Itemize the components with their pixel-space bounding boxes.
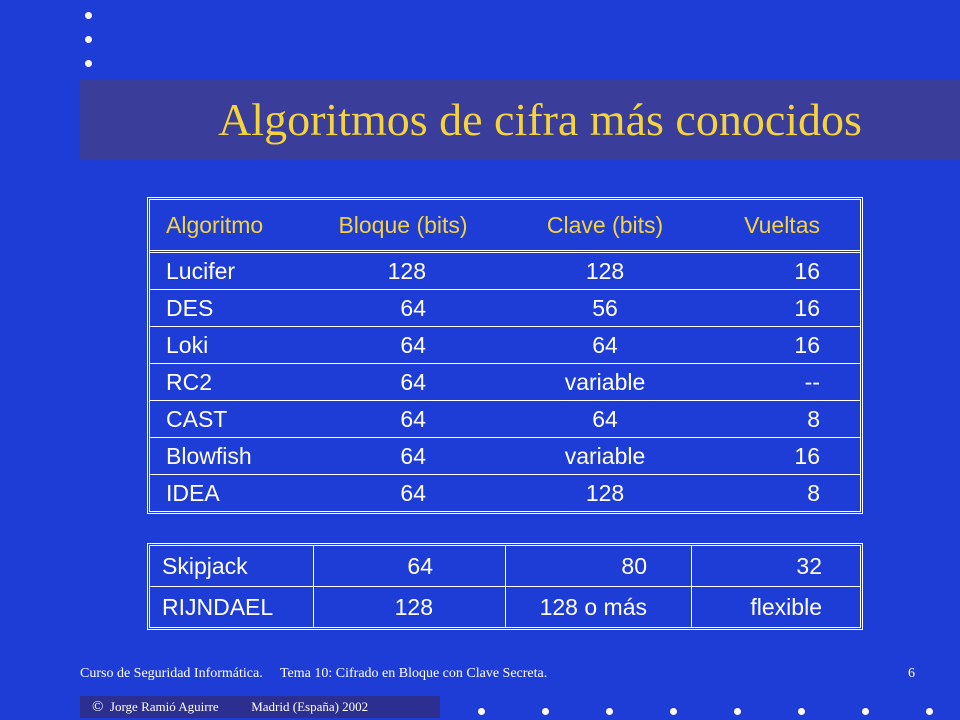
slide-title: Algoritmos de cifra más conocidos (218, 94, 862, 145)
decor-dot (670, 708, 677, 715)
table-header-row (150, 200, 860, 253)
cell-rounds: 16 (720, 327, 860, 364)
cell-algorithm: IDEA (166, 479, 220, 506)
decor-dot (926, 708, 933, 715)
table-row (150, 327, 860, 364)
table-row (150, 290, 860, 327)
cell-block: 128 (316, 253, 490, 290)
cell-key: variable (490, 364, 720, 401)
cell-algorithm: Skipjack (150, 546, 314, 587)
copyright-band (80, 696, 440, 718)
decor-dot (606, 708, 613, 715)
cell-key: 128 (490, 253, 720, 290)
cell-algorithm: CAST (150, 401, 316, 438)
cell-rounds: 8 (720, 401, 860, 438)
page-number: 6 (908, 666, 915, 681)
cell-rounds: flexible (750, 593, 822, 620)
column-header: Bloque (bits) (316, 200, 490, 253)
cell-key: 64 (490, 401, 720, 438)
table-row (150, 253, 860, 290)
cell-key: 128 o más (506, 587, 692, 627)
place-year: Madrid (España) 2002 (251, 699, 369, 714)
cell-algorithm: DES (150, 290, 316, 327)
table-row (150, 587, 860, 627)
cell-key: 64 (490, 327, 720, 364)
decor-dot (478, 708, 485, 715)
decor-dot (862, 708, 869, 715)
decor-dot (85, 60, 92, 67)
footer-course: Curso de Seguridad Informática. (80, 666, 263, 681)
decor-dot (542, 708, 549, 715)
table-row (150, 438, 860, 475)
cell-key: 128 (585, 479, 625, 506)
cell-key: 80 (506, 546, 692, 587)
cell-block: 64 (314, 546, 506, 587)
cell-key: 56 (490, 290, 720, 327)
cell-block: 64 (316, 401, 490, 438)
cell-rounds: 32 (692, 546, 860, 587)
cell-rounds: 16 (720, 290, 860, 327)
column-header: Vueltas (720, 200, 860, 253)
title-band (80, 80, 960, 160)
cell-algorithm: RIJNDAEL (150, 587, 314, 627)
column-header: Clave (bits) (490, 200, 720, 253)
algorithms-table (147, 197, 863, 514)
cell-block: 64 (316, 290, 490, 327)
cell-rounds: 16 (720, 253, 860, 290)
cell-algorithm: RC2 (150, 364, 316, 401)
decor-dot (85, 12, 92, 19)
cell-algorithm: Blowfish (150, 438, 316, 475)
cell-rounds: -- (720, 364, 860, 401)
decor-dot (798, 708, 805, 715)
footer-topic: Tema 10: Cifrado en Bloque con Clave Secreta. (279, 666, 548, 681)
cell-algorithm: Loki (150, 327, 316, 364)
cell-block: 64 (400, 479, 426, 506)
copyright-symbol: © (92, 699, 104, 715)
cell-block: 128 (314, 587, 506, 627)
author: Jorge Ramió Aguirre (109, 699, 219, 714)
cell-block: 64 (316, 438, 490, 475)
new-algorithms-table (147, 543, 863, 630)
cell-rounds: 16 (720, 438, 860, 475)
cell-key: variable (490, 438, 720, 475)
cell-rounds: 8 (807, 479, 820, 506)
decor-dot (734, 708, 741, 715)
table-row (150, 546, 860, 587)
cell-block: 64 (316, 364, 490, 401)
cell-algorithm: Lucifer (150, 253, 316, 290)
footer-text (80, 666, 547, 682)
decor-dot (85, 36, 92, 43)
table-row (150, 364, 860, 401)
table-row (150, 475, 860, 511)
cell-block: 64 (316, 327, 490, 364)
column-header: Algoritmo (150, 200, 316, 253)
table-row (150, 401, 860, 438)
